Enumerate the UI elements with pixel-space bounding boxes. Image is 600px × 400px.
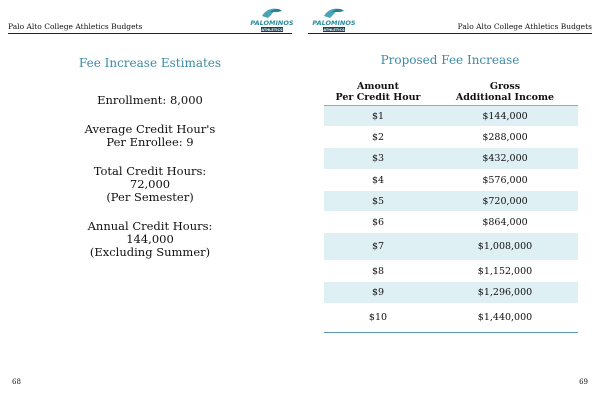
stat-total-credit-hours: Total Credit Hours: 72,000 (Per Semester) xyxy=(93,164,207,204)
cell-income: $1,296,000 xyxy=(477,287,533,298)
cell-income: $1,152,000 xyxy=(477,265,533,277)
stat-enrollment: Enrollment: 8,000 xyxy=(97,93,203,107)
cell-amount: $8 xyxy=(371,265,385,277)
page-header-text: Palo Alto College Athletics Budgets xyxy=(8,22,143,31)
page-number: 69 xyxy=(579,378,588,386)
cell-income: $1,440,000 xyxy=(477,312,533,323)
table-row xyxy=(324,170,578,191)
cell-income: $864,000 xyxy=(482,216,528,228)
cell-income: $432,000 xyxy=(482,153,528,164)
page-header-text: Palo Alto College Athletics Budgets xyxy=(457,22,592,31)
table-row xyxy=(324,304,578,332)
table-row xyxy=(324,212,578,233)
cell-income: $144,000 xyxy=(482,110,528,122)
right-page xyxy=(300,0,600,400)
cell-amount: $2 xyxy=(371,131,385,143)
col-header-income: Gross Additional Income xyxy=(455,81,555,103)
table-bottom-rule xyxy=(324,332,578,333)
table-row xyxy=(324,127,578,148)
cell-amount: $6 xyxy=(371,216,385,228)
table-body xyxy=(324,106,578,332)
cell-amount: $9 xyxy=(371,287,385,298)
page-title: Fee Increase Estimates xyxy=(78,56,222,70)
cell-amount: $4 xyxy=(371,174,385,186)
cell-income: $288,000 xyxy=(482,131,528,143)
logo-subtext: ATHLETICS xyxy=(323,28,345,32)
logo-text: PALOMINOS xyxy=(312,19,356,27)
table-row xyxy=(324,233,578,261)
logo-text: PALOMINOS xyxy=(250,19,294,27)
table-header xyxy=(324,79,578,106)
cell-amount: $7 xyxy=(371,241,385,252)
cell-amount: $3 xyxy=(371,153,385,164)
table-row xyxy=(324,191,578,212)
cell-amount: $1 xyxy=(371,110,385,122)
table-row xyxy=(324,282,578,304)
header-rule xyxy=(308,33,592,34)
stat-annual-credit-hours: Annual Credit Hours: 144,000 (Excluding Summer) xyxy=(87,219,213,259)
cell-amount: $5 xyxy=(371,195,385,207)
cell-amount: $10 xyxy=(368,312,388,323)
page-title: Proposed Fee Increase xyxy=(380,53,520,67)
stat-average-credit-hours: Average Credit Hour's Per Enrollee: 9 xyxy=(84,122,216,149)
stats-list xyxy=(0,94,300,270)
palominos-logo xyxy=(248,6,296,34)
palominos-logo xyxy=(310,6,358,34)
fee-table xyxy=(324,79,578,333)
table-row xyxy=(324,148,578,170)
page-number: 68 xyxy=(12,378,21,386)
table-row xyxy=(324,261,578,282)
logo-subtext: ATHLETICS xyxy=(261,28,283,32)
cell-income: $576,000 xyxy=(482,174,528,186)
cell-income: $1,008,000 xyxy=(477,241,533,252)
cell-income: $720,000 xyxy=(482,195,528,207)
table-row xyxy=(324,106,578,127)
col-header-amount: Amount Per Credit Hour xyxy=(335,81,421,103)
